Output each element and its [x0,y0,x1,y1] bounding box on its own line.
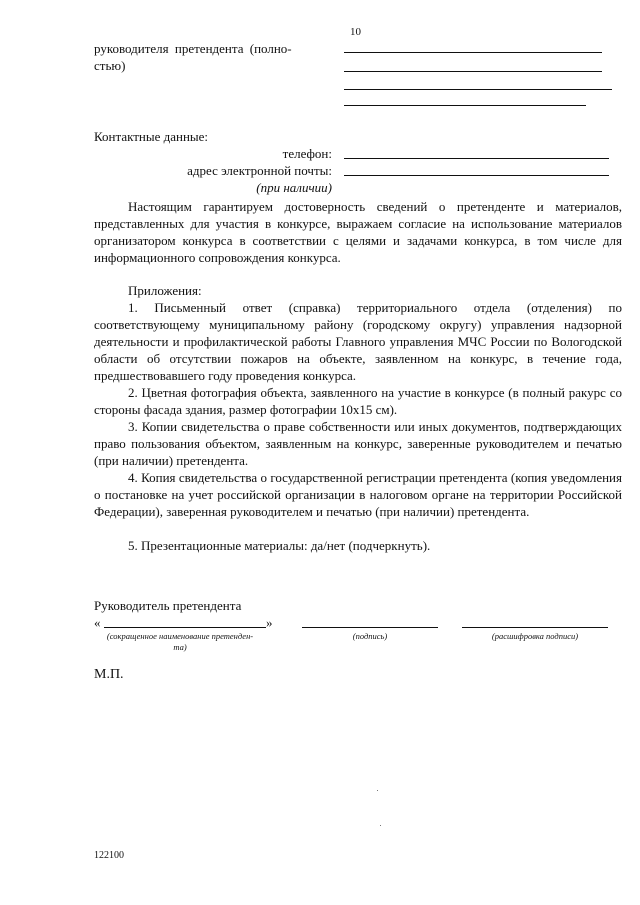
phone-line[interactable] [344,158,609,159]
close-quote: » [266,615,273,630]
guarantee-paragraph: Настоящим гарантируем достоверность сведений о претенденте и материалов, представленных для участия в конкурсе, выражаем согласие на использование материалов организатором конкурса в соответствии с целями и задачами конкурса, в том числе для информационного сопровождения конкурса. [94,199,622,265]
attachment-item-5: 5. Презентационные материалы: да/нет (подчеркнуть). [128,538,431,553]
scan-speck [377,790,378,791]
director-fullname-line-4[interactable] [344,105,586,106]
director-fullname-label-line1: руководителя претендента (полно- [94,41,292,56]
org-name-line[interactable] [104,627,266,628]
email-note: (при наличии) [256,180,332,195]
director-fullname-line-2[interactable] [344,71,602,72]
caption-signature-decode: (расшифровка подписи) [491,631,579,641]
footer-code: 122100 [94,850,124,861]
director-fullname-label-line2: стью) [94,58,126,73]
email-line[interactable] [344,175,609,176]
contacts-title: Контактные данные: [94,129,209,144]
email-label: адрес электронной почты: [187,163,332,178]
phone-label: телефон: [282,146,332,161]
signature-decode-line[interactable] [462,627,608,628]
director-fullname-line-1[interactable] [344,52,602,53]
attachment-item-4: 4. Копия свидетельства о государственной регистрации претендента (копия уведомления о постановке на учет российской организации в налоговом органе на территории Российской Федерации), заверенная руководителем и печатью (при наличии) претендента. [94,470,622,519]
open-quote: « [94,615,101,630]
attachment-item-3: 3. Копии свидетельства о праве собственности или иных документов, подтверждающих право пользования объектом, заявленным на конкурс, заверенные руководителем и печатью (при наличии) претендента. [94,419,622,468]
director-fullname-line-3[interactable] [344,89,612,90]
caption-signature: (подпись) [352,631,388,641]
attachment-item-1: 1. Письменный ответ (справка) территориального отдела (отделения) по соответствующему муниципальному району (городскому округу) управления надзорной деятельности и профилактической работы Главного управления МЧС России по Вологодской области об отсутствии пожаров на объекте, заявленном на конкурс, в течение года, предшествовавшего году проведения конкурса. [94,300,622,383]
stamp-placeholder: М.П. [94,667,124,682]
caption-org-name-line1: (сокращенное наименование претенден- [106,631,254,641]
signature-line[interactable] [302,627,438,628]
page-number: 10 [350,26,361,38]
signature-title: Руководитель претендента [94,598,242,613]
caption-org-name-line2: та) [173,642,187,652]
attachment-item-2: 2. Цветная фотография объекта, заявленного на участие в конкурсе (в полный ракурс со стороны фасада здания, размер фотографии 10x15 см). [94,385,622,417]
scan-speck [380,825,381,826]
attachments-title: Приложения: [128,283,202,298]
